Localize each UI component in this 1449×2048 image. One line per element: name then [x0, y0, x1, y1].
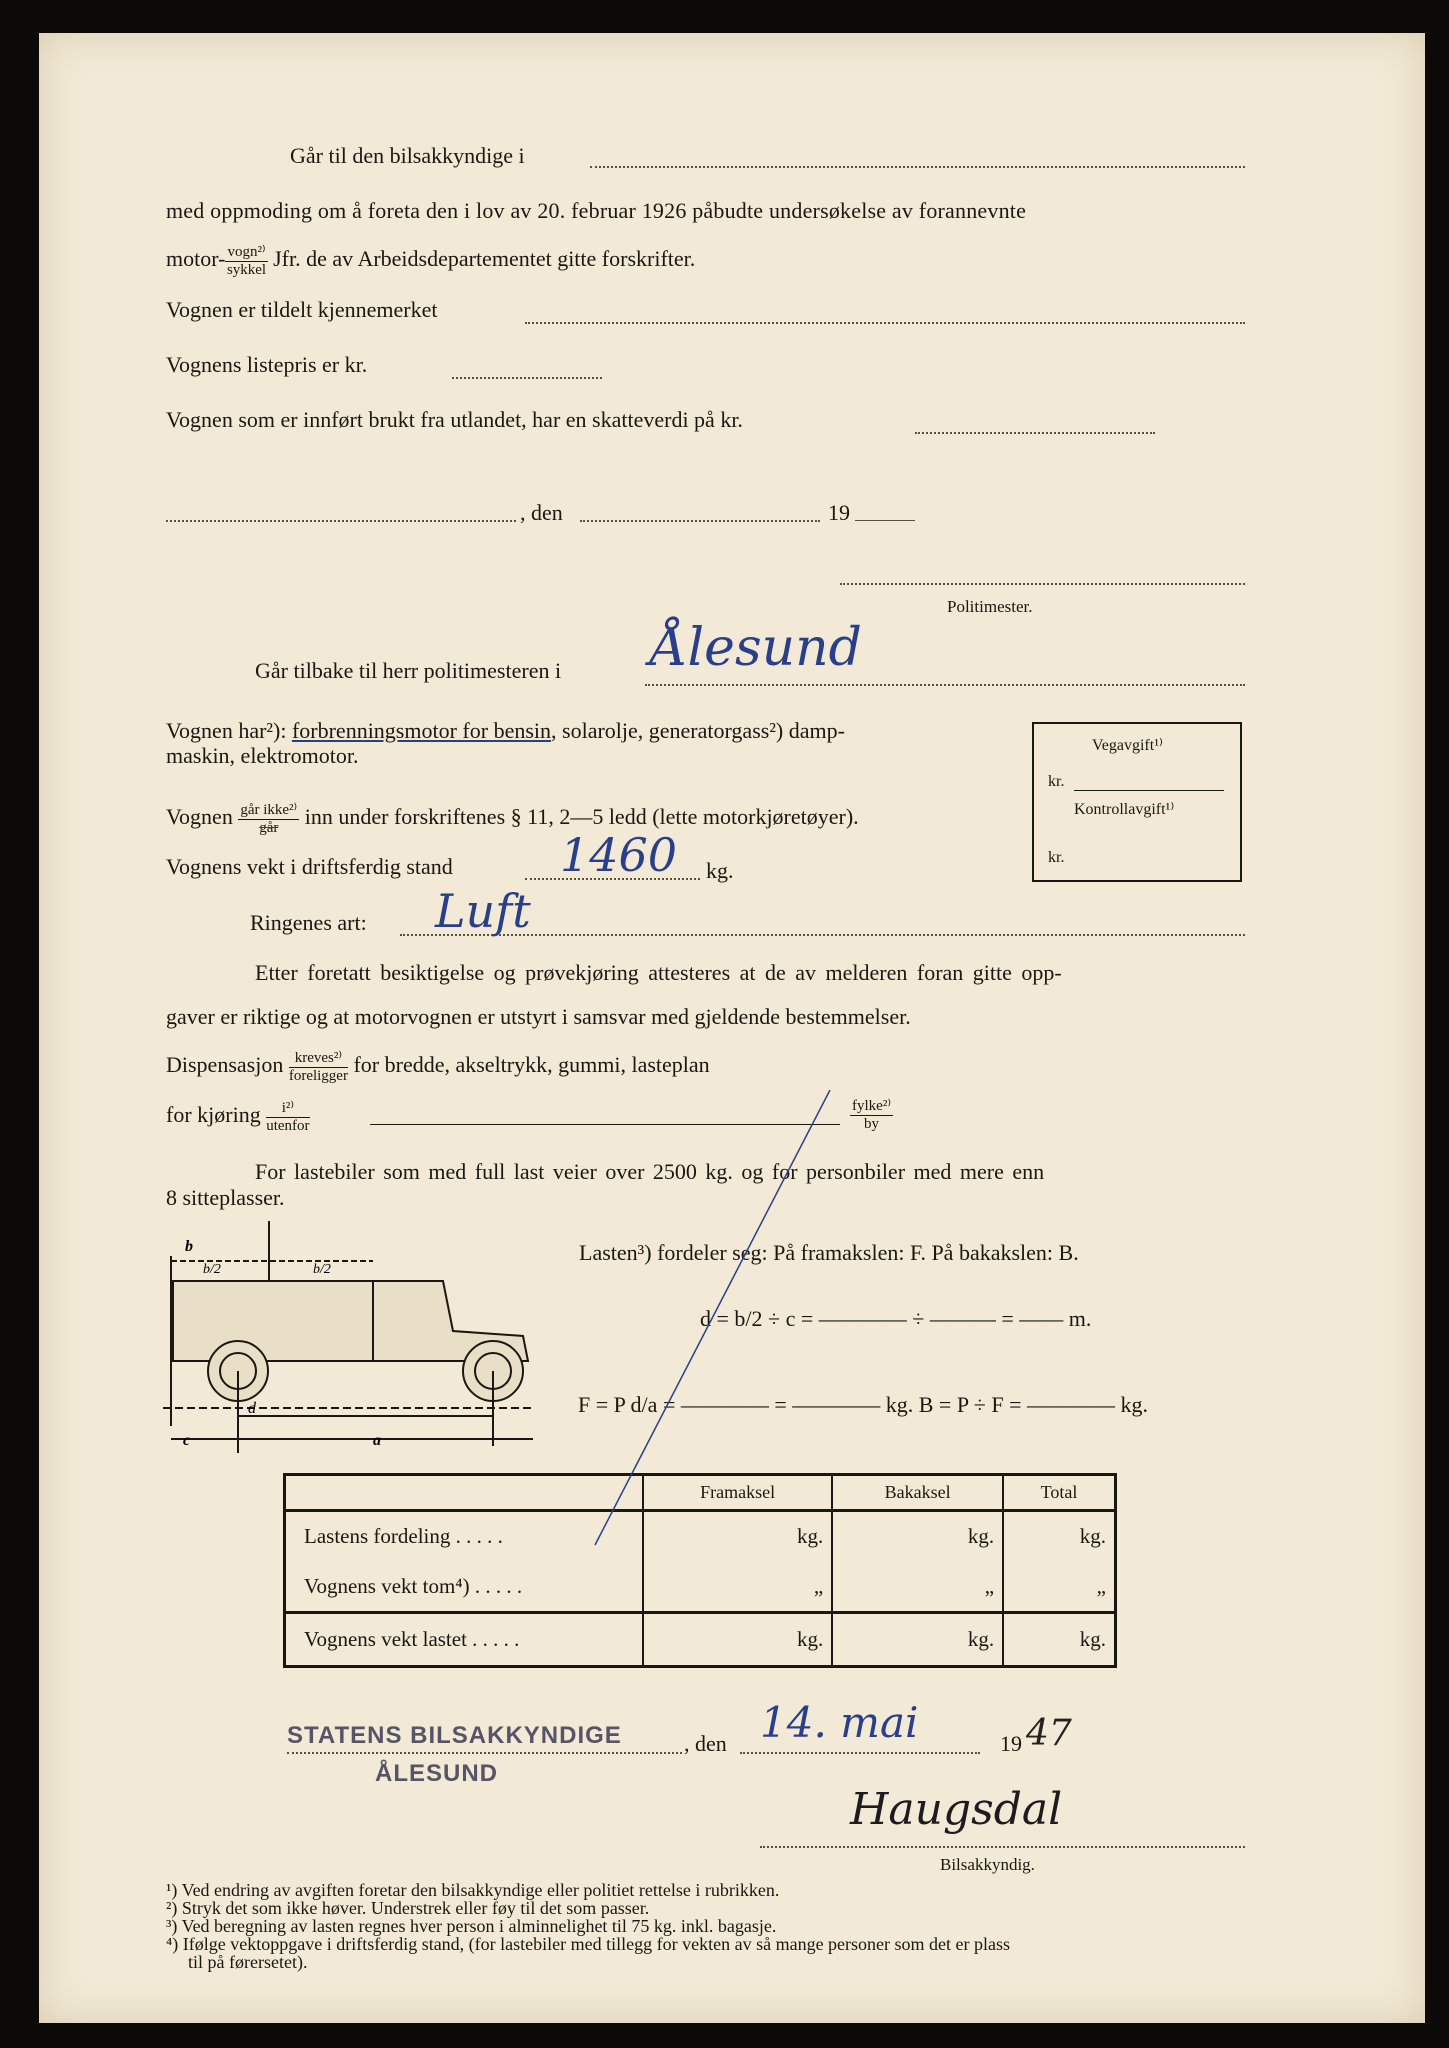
stamp-line	[287, 1752, 682, 1754]
disp-fraction	[289, 1050, 348, 1084]
kjoring-i: i²⁾	[266, 1100, 309, 1118]
gar-option: går	[259, 819, 279, 836]
lastebiler-line-1: For lastebiler som med full last veier over 2500 kg. og for personbiler med mere enn	[255, 1159, 1045, 1184]
cell[interactable]: kg.	[832, 1511, 1003, 1562]
kjoring-line	[166, 1100, 310, 1134]
politimester-signature-line[interactable]	[840, 583, 1245, 585]
table-row	[285, 1562, 1116, 1613]
light-vehicle-text: inn under forskriftenes § 11, 2—5 ledd (lette motorkjøretøyer).	[304, 804, 859, 830]
disp-label: Dispensasjon	[166, 1052, 284, 1078]
motor-suffix: Jfr. de av Arbeidsdepartementet gitte forskrifter.	[273, 246, 696, 272]
list-price-label: Vognens listepris er kr.	[166, 352, 368, 377]
engine-selected: forbrenningsmotor for bensin	[291, 718, 552, 743]
fylke-fraction	[850, 1098, 893, 1132]
import-label: Vognen som er innført brukt fra utlandet, har en skatteverdi på kr.	[166, 407, 743, 432]
table-row	[285, 1613, 1116, 1667]
table-header-total: Total	[1003, 1475, 1115, 1511]
kontrollavgift-label: Kontrollavgift¹⁾	[1074, 801, 1175, 818]
politimester-label: Politimester.	[947, 597, 1033, 616]
vogn-option: vogn²⁾	[227, 244, 266, 260]
tyres-label: Ringenes art:	[250, 910, 367, 935]
gar-ikke-option: går ikke²⁾	[240, 802, 298, 818]
engine-options: , solarolje, generatorgass²) damp-	[551, 718, 845, 743]
year-prefix: 19	[828, 500, 850, 525]
light-vehicle-line	[166, 802, 859, 836]
stamp-line-1: STATENS BILSAKKYNDIGE	[287, 1722, 622, 1749]
year-field[interactable]	[855, 520, 915, 521]
load-distribution: Lasten³) fordeler seg: På framakslen: F. På bakakslen: B.	[579, 1240, 1079, 1265]
place-field[interactable]	[166, 520, 516, 522]
disp-text: for bredde, akseltrykk, gummi, lasteplan	[353, 1052, 710, 1078]
sign-date-field[interactable]	[740, 1752, 980, 1754]
row-label: Vognens vekt tom⁴) . . . . .	[304, 1573, 523, 1598]
weight-handwritten: 1460	[560, 828, 678, 882]
goes-to-field[interactable]	[590, 166, 1245, 168]
sign-year-handwritten: 47	[1026, 1713, 1072, 1754]
lastebiler-line-2: 8 sitteplasser.	[166, 1185, 285, 1210]
table-header-framaksel: Framaksel	[643, 1475, 832, 1511]
cell[interactable]: „	[832, 1562, 1003, 1613]
cell[interactable]: „	[1003, 1562, 1115, 1613]
cell[interactable]: kg.	[1003, 1613, 1115, 1667]
cell[interactable]: kg.	[643, 1613, 832, 1667]
footnote-3: ³) Ved beregning av lasten regnes hver person i alminnelighet til 75 kg. inkl. bagasje.	[166, 1916, 777, 1936]
weight-kg: kg.	[706, 858, 734, 883]
return-city-handwritten: Ålesund	[650, 618, 862, 678]
vegavgift-label: Vegavgift¹⁾	[1092, 737, 1163, 754]
tyres-handwritten: Luft	[435, 884, 531, 938]
kjoring-utenfor: utenfor	[266, 1117, 310, 1134]
disp-foreligger: foreligger	[288, 1067, 348, 1084]
bilsakkyndig-signature: Haugsdal	[850, 1784, 1063, 1835]
footnote-4-cont: til på førersetet).	[188, 1952, 308, 1972]
signature-line	[760, 1846, 1245, 1848]
plate-label: Vognen er tildelt kjennemerket	[166, 297, 438, 322]
row-label: Lastens fordeling . . . . .	[304, 1524, 503, 1549]
vognen-label: Vognen	[166, 804, 233, 830]
attest-line-2: gaver er riktige og at motorvognen er utstyrt i samsvar med gjeldende bestemmelser.	[166, 1004, 911, 1029]
diagram-label-b: b	[185, 1238, 193, 1255]
fee-box	[1032, 722, 1242, 882]
motor-prefix: motor-	[166, 246, 226, 272]
list-price-field[interactable]	[452, 377, 602, 379]
sykkel-option: sykkel	[226, 261, 267, 278]
by-option: by	[864, 1115, 879, 1132]
cell[interactable]: kg.	[832, 1613, 1003, 1667]
diagram-label-c: c	[183, 1432, 191, 1449]
return-label: Går tilbake til herr politimesteren i	[255, 658, 562, 683]
diagram-label-b2-right: b/2	[313, 1262, 331, 1277]
date-field[interactable]	[580, 520, 820, 522]
request-text: med oppmoding om å foreta den i lov av 20. februar 1926 påbudte undersøkelse av forannevnte	[166, 198, 1027, 223]
import-value-field[interactable]	[915, 432, 1155, 434]
attest-line-1: Etter foretatt besiktigelse og prøvekjøring attesteres at de av melderen foran gitte opp-	[255, 960, 1062, 985]
formula-f: F = P d/a = ———— = ———— kg. B = P ÷ F = ———— kg.	[578, 1392, 1148, 1417]
return-city-field[interactable]	[645, 684, 1245, 686]
vegavgift-field[interactable]	[1074, 790, 1224, 791]
engine-label: Vognen har²):	[166, 718, 292, 743]
table-header-bakaksel: Bakaksel	[832, 1475, 1003, 1511]
disp-kreves: kreves²⁾	[289, 1050, 348, 1068]
kjoring-label: for kjøring	[166, 1102, 261, 1128]
diagram-label-b2-left: b/2	[203, 1262, 221, 1277]
goes-to-label: Går til den bilsakkyndige i	[290, 143, 525, 168]
footnote-2: ²) Stryk det som ikke høver. Understrek eller føy til det som passer.	[166, 1898, 650, 1918]
plate-field[interactable]	[525, 322, 1245, 324]
vegavgift-kr: kr.	[1048, 773, 1065, 790]
sign-den: , den	[684, 1731, 727, 1756]
row-label: Vognens vekt lastet . . . . .	[304, 1627, 520, 1652]
gar-fraction	[238, 802, 299, 836]
sign-year-prefix: 19	[1000, 1731, 1022, 1756]
engine-line-1	[166, 720, 845, 742]
fylke-option: fylke²⁾	[852, 1098, 892, 1114]
diagram-label-d: d	[248, 1400, 256, 1417]
vogn-sykkel-fraction	[225, 244, 267, 278]
cell[interactable]: kg.	[643, 1511, 832, 1562]
sign-date-handwritten: 14. mai	[760, 1698, 919, 1747]
engine-line-2: maskin, elektromotor.	[166, 743, 359, 768]
weight-label: Vognens vekt i driftsferdig stand	[166, 854, 453, 879]
den-label: , den	[520, 500, 563, 525]
truck-diagram	[163, 1221, 538, 1453]
footnote-4: ⁴) Ifølge vektoppgave i driftsferdig stand, (for lastebiler med tillegg for vekten av så mange personer som det er plass	[166, 1934, 1011, 1954]
motor-line	[166, 244, 695, 278]
kontrollavgift-kr: kr.	[1048, 849, 1065, 866]
diagram-label-a: a	[373, 1432, 381, 1449]
pen-stroke	[590, 1090, 840, 1550]
kjoring-fraction	[266, 1100, 309, 1134]
formula-d: d = b/2 ÷ c = ———— ÷ ——— = —— m.	[700, 1306, 1092, 1331]
bilsakkyndig-label: Bilsakkyndig.	[940, 1855, 1035, 1874]
cell[interactable]: kg.	[1003, 1511, 1115, 1562]
stamp-line-2: ÅLESUND	[375, 1760, 499, 1787]
dispensation-line	[166, 1050, 710, 1084]
footnote-1: ¹) Ved endring av avgiften foretar den bilsakkyndige eller politiet rettelse i rubrikken.	[166, 1880, 780, 1900]
cell[interactable]: „	[643, 1562, 832, 1613]
